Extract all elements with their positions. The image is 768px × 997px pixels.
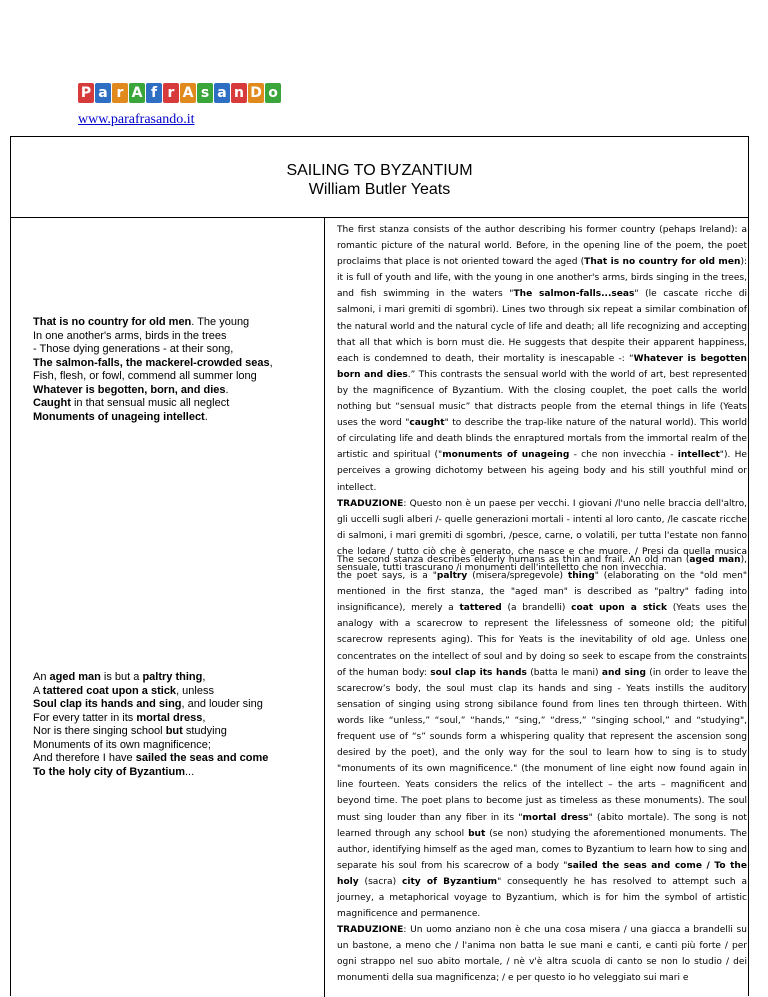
stanza-2 xyxy=(33,671,318,779)
text-run: (batta le mani) xyxy=(526,667,602,678)
poem-line xyxy=(33,725,318,739)
poem-line xyxy=(33,685,318,699)
text-run: Caught xyxy=(33,397,71,409)
translation-2-text xyxy=(337,922,747,986)
poem-line xyxy=(33,316,318,330)
logo-letter: a xyxy=(95,83,111,103)
text-run: caught xyxy=(409,418,445,429)
text-run: ... xyxy=(184,765,195,778)
text-run: (misera/spregevole) xyxy=(467,571,568,582)
text-run: That is no country for old men xyxy=(33,316,192,328)
poem-line xyxy=(33,671,318,685)
logo-letter: A xyxy=(180,83,196,103)
text-run: but xyxy=(468,828,486,839)
stanza-1 xyxy=(33,316,318,424)
text-run: city of Byzantium xyxy=(402,876,498,887)
text-run: The second stanza describes elderly humans as thin and frail. An old man ( xyxy=(337,555,690,565)
poem-table xyxy=(10,136,749,996)
text-run: A xyxy=(33,684,43,697)
poem-line xyxy=(33,370,318,384)
text-run: , unless xyxy=(176,684,214,697)
poem-line xyxy=(33,698,318,712)
text-run: TRADUZIONE xyxy=(337,498,404,509)
text-run: Monuments of its own magnificence; xyxy=(33,738,211,751)
text-run: : Un uomo anziano non è che una cosa misera / una giacca a brandelli su un bastone, a meno che / l'anima non batta le sue mani e canti, e canti più forte / per ogni strappo nel suo abito mortale, / nè v'è altra scuola di canto se non lo studio / dei monumenti della sua magnificenza; / e per questo io ho veleggiato sui mari e xyxy=(337,925,747,984)
text-run: " (le cascate ricche di salmoni, i mari gremiti di sgombri). Lines two through six repeat a similar combination of the natural world and the natural cycle of life and death; all life recognizing and accepting that all that which is born must die. He suggests that despite their apparent happiness, each is condemned to death, their mortality is inescapable -: “ xyxy=(337,289,747,364)
text-run: That is no country for old men xyxy=(584,257,741,268)
text-run: (in order to leave the scarecrow’s body, the soul must clap its hands and sing - Yeats instills the auditory sensation of singing using strong sibilance found from lines ten through thirteen. With words like “unless,” “soul,” “hands,” “sing,” “dress,” “singing school,” and “studying", frequent use of “s” sounds form a whispering quality that represent the ascension song desired by the poet), and the only way for the soul to learn how to sing is to study "monuments of its own magnificence." (the monument of line eight now found again in line fourteen. Yeats considers the relics of the intellect – the arts – magnificent and beyond time. The poet plans to become just as timeless as these monuments). The soul must sing louder than any fiber in its " xyxy=(337,667,747,823)
text-run: , xyxy=(202,671,206,683)
poem-line xyxy=(33,397,318,411)
commentary-2-text xyxy=(337,552,747,922)
text-run: mortal dress xyxy=(136,711,203,724)
text-run: The salmon-falls...seas xyxy=(513,289,635,300)
text-run: monuments of unageing xyxy=(442,450,570,461)
text-run: (sacra) xyxy=(358,876,402,887)
text-run: but xyxy=(165,725,183,737)
text-run: The first stanza consists of the author describing his former country (pehaps Ireland): a romantic picture of the natural world. Before, in the opening line of the poem, the poet proclaims that place is not oriented toward the aged ( xyxy=(337,225,747,268)
poem-line xyxy=(33,739,318,753)
text-run: .” This contrasts the sensual world with the world of art, best represented by the magnificence of Byzantium. With the closing couplet, the poet calls the world nothing but “sensual music” that distracts people from the eternal things in life (Yeats uses the word " xyxy=(337,369,748,429)
text-run: Whatever is begotten born and dies xyxy=(337,353,747,380)
text-run: tattered xyxy=(459,603,502,614)
text-run: " (abito mortale). The song is not learned through any school xyxy=(337,812,747,839)
text-run: : Questo non è un paese per vecchi. I giovani /l'uno nelle braccia dell'altro, gli uccelli sugli alberi /- quelle generazioni mortali - intenti al loro canto, /le cascate ricche di salmoni, i mari gremiti di sgombri, /pesce, carne, o volatili, per tutta l'estate non fanno che lodare / tutto ciò che è generato, che nasce e che muore. / Presi da quella musica sensuale, tutti trascurano /i monumenti dell'intelletto che non invecchia. xyxy=(337,498,747,573)
text-run: , and louder sing xyxy=(181,698,263,710)
text-run: (se non) studying the aforementioned monuments. The author, identifying himself as the aged man, comes to Byzantium to learn how to sing and separate his soul from his scarecrow of a body " xyxy=(337,828,747,871)
text-run: sailed the seas and come xyxy=(135,752,269,764)
logo-letter: f xyxy=(146,83,162,103)
text-run: tattered coat upon a stick xyxy=(42,684,177,697)
poem-line xyxy=(33,712,318,726)
text-run: Fish, flesh, or fowl, commend all summer long xyxy=(33,370,257,382)
text-run: in that sensual music all neglect xyxy=(70,397,230,409)
text-run: paltry xyxy=(436,571,468,582)
text-run: paltry thing xyxy=(142,671,203,683)
text-run: thing xyxy=(567,571,595,582)
logo-letter: a xyxy=(214,83,230,103)
text-run: In one another's arms, birds in the trees xyxy=(33,329,227,342)
text-run: soul clap its hands xyxy=(430,667,527,678)
text-run: "). He perceives a growing dichotomy between his ageing body and his still youthful mind or intellect. xyxy=(337,450,748,493)
text-run: . The young xyxy=(191,316,250,328)
text-run: - Those dying generations - at their song, xyxy=(33,343,234,355)
text-run: mortal dress xyxy=(522,812,589,823)
text-run: To the holy city of Byzantium xyxy=(33,765,185,778)
text-run: . xyxy=(204,410,208,423)
text-run: " to describe the trap-like nature of the natural world). This world of circulating life and death blinds the enraptured mortals from the immortal realm of the artistic and spiritual (" xyxy=(337,418,747,461)
poem-title: SAILING TO BYZANTIUM xyxy=(286,162,473,179)
text-run: An xyxy=(33,671,50,683)
logo-letter: r xyxy=(112,83,128,103)
text-run: , xyxy=(269,356,273,369)
text-run: Soul clap its hands and sing xyxy=(33,698,182,710)
text-run: (Yeats uses the analogy with a scarecrow to represent the lifelessness of someone old; the pitiful scarecrow represents aging). This for Yeats is the inevitability of old age. Unless one concentrates on the intellect of soul and by doing so seek to escape from the constraints of the human body: xyxy=(337,603,747,678)
text-run: " consequently he has resolved to attempt such a journey, a metaphorical voyage to Byzantium, which is for him the symbol of artistic magnificence and permanence. xyxy=(337,876,747,920)
text-run: studying xyxy=(182,725,227,737)
text-run: ): it is full of youth and life, with the young in one another's arms, birds singing in the trees, and fish swimming in the waters " xyxy=(337,257,748,300)
poem-line xyxy=(33,357,318,371)
logo-letter: r xyxy=(163,83,179,103)
text-run: intellect xyxy=(677,450,720,461)
logo-letter: D xyxy=(248,83,264,103)
text-run: . xyxy=(225,383,229,396)
logo-letter: A xyxy=(129,83,145,103)
text-run: " (elaborating on the "old men" mentioned in the first stanza, the "aged man" is described as "paltry" fading into insignificance), merely a xyxy=(337,571,747,614)
logo-letter: n xyxy=(231,83,247,103)
poem-line xyxy=(33,752,318,766)
column-divider xyxy=(324,217,325,997)
logo-letter: o xyxy=(265,83,281,103)
text-run: And therefore I have xyxy=(33,752,136,764)
text-run: , xyxy=(202,711,206,724)
poem-author: William Butler Yeats xyxy=(308,181,451,198)
text-run: - che non invecchia - xyxy=(569,450,678,461)
text-run: (a brandelli) xyxy=(501,603,572,614)
poem-line xyxy=(33,766,318,780)
text-run: Whatever is begotten, born, and dies xyxy=(33,383,226,396)
poem-line xyxy=(33,384,318,398)
text-run: The salmon-falls, the mackerel-crowded seas xyxy=(33,356,270,369)
commentary-1-text xyxy=(337,222,747,496)
title-header xyxy=(11,137,748,218)
poem-line xyxy=(33,411,318,425)
text-run: For every tatter in its xyxy=(33,711,137,724)
site-link[interactable]: www.parafrasando.it xyxy=(78,112,195,127)
text-run: coat upon a stick xyxy=(571,603,668,614)
text-run: and sing xyxy=(601,667,646,678)
poem-line xyxy=(33,330,318,344)
commentary-1 xyxy=(337,222,747,576)
commentary-2 xyxy=(337,552,747,987)
logo-letter: P xyxy=(78,83,94,103)
parafrasando-logo[interactable] xyxy=(78,83,281,103)
text-run: Nor is there singing school xyxy=(33,725,166,737)
text-run: is but a xyxy=(100,671,143,683)
logo-letter: s xyxy=(197,83,213,103)
text-run: TRADUZIONE xyxy=(337,925,404,936)
text-run: aged man xyxy=(49,671,101,683)
poem-line xyxy=(33,343,318,357)
text-run: ), the poet says, is a " xyxy=(337,555,747,582)
text-run: aged man xyxy=(689,555,741,565)
text-run: Monuments of unageing intellect xyxy=(33,410,205,423)
text-run: sailed the seas and come / To the holy xyxy=(337,860,747,887)
